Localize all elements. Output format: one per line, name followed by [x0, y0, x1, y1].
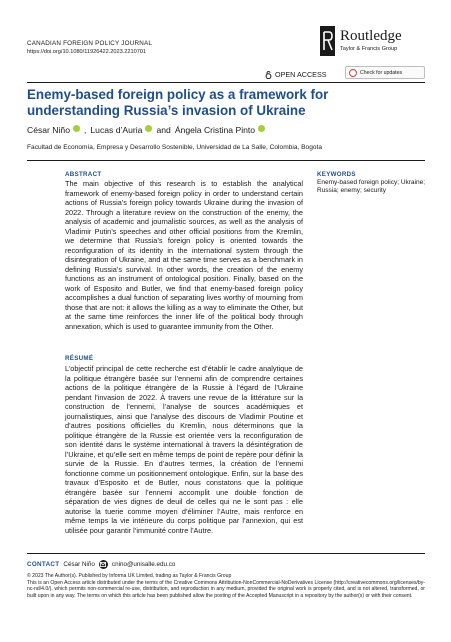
keywords-heading: KEYWORDS [317, 171, 356, 178]
publisher-subtitle: Taylor & Francis Group [340, 46, 398, 52]
copyright-notice [27, 573, 425, 599]
copyright-line: © 2023 The Author(s). Published by Informa UK Limited, trading as Taylor & Francis Group [27, 573, 232, 579]
journal-name: CANADIAN FOREIGN POLICY JOURNAL [27, 40, 153, 47]
doi-link[interactable]: https://doi.org/10.1080/11926422.2023.2210701 [27, 49, 147, 55]
orcid-icon[interactable] [258, 125, 265, 132]
author-name[interactable]: Lucas d’Auria [90, 125, 143, 135]
footer-divider [27, 553, 425, 554]
author-list: César Niño , Lucas d’Auria and Ángela Cristina Pinto [27, 125, 425, 135]
contact-line [27, 560, 175, 569]
check-updates-label: Check for updates [360, 69, 403, 76]
publisher-mark-icon [320, 26, 335, 56]
keywords-text: Enemy-based foreign policy; Ukraine; Russia; enemy; security [317, 179, 426, 195]
section-divider [27, 160, 425, 161]
abstract-heading: ABSTRACT [65, 171, 102, 178]
publisher-logo [320, 26, 430, 60]
contact-name: César Niño [63, 561, 95, 568]
orcid-icon[interactable] [145, 125, 152, 132]
open-access-badge [265, 70, 327, 79]
orcid-icon[interactable] [73, 125, 80, 132]
abstract-text: The main objective of this research is to establish the analytical framework of enemy-based foreign policy in order to understand certain actions of Russia’s foreign policy towards Ukraine during the invasion of 2022. Through a literature review on the construction of the enemy, the analysis of academic and journalistic sources, as well as the analysis of Vladimir Putin’s speeches and other official positions from the Kremlin, we determine that Russia’s foreign policy is oriented towards the reconfiguration of its identity in the international system through the disintegration of Ukraine, and at the same time serves as a benchmark in defining Russia’s survival. In other words, the creation of the enemy functions as an instrument of ontological position. Finally, based on the work of Esposito and Butler, we find that enemy-based foreign policy accomplishes a dual function of separating lives worthy of mourning from those that are not: it allows the killing as a way to eliminate the Other, but at the same time reinforces the inner life of the political body through annexation, which is used to guarantee immunity from the Other. [65, 179, 303, 331]
check-updates-button[interactable] [345, 66, 425, 79]
crossmark-icon [349, 69, 357, 77]
email-icon [99, 560, 108, 569]
header-divider [27, 82, 425, 83]
author-name[interactable]: César Niño [27, 125, 70, 135]
open-access-label: OPEN ACCESS [275, 70, 327, 79]
author-name[interactable]: Ángela Cristina Pinto [174, 125, 256, 135]
open-access-icon [265, 71, 272, 79]
resume-heading: RÉSUMÉ [65, 355, 94, 362]
article-title: Enemy-based foreign policy as a framework for understanding Russia’s invasion of Ukraine [27, 87, 329, 118]
publisher-name: Routledge [340, 28, 402, 44]
author-conjunction: and [156, 125, 171, 135]
affiliation: Facultad de Economía, Empresa y Desarrollo Sostenible, Universidad de La Salle, Colombia, Bogota [27, 144, 323, 151]
contact-email[interactable]: cnino@unisalle.edu.co [111, 561, 176, 568]
license-text: This is an Open Access article distributed under the terms of the Creative Commons Attribution-NonCommercial-NoDerivatives License (http://creativecommons.org/licenses/by-nc-nd/4.0/), which permits non-commercial re-use, distribution, and reproduction in any medium, provided the original work is properly cited, and is not altered, transformed, or built upon in any way. The terms on which this article has been published allow the posting of the Accepted Manuscript in a repository by the author(s) or with their consent. [27, 579, 425, 599]
contact-heading: CONTACT [27, 561, 60, 568]
resume-text: L’objectif principal de cette recherche est d’établir le cadre analytique de la politique étrangère basée sur l’ennemi afin de comprendre certaines actions de la politique étrangère de la Russie à l’égard de l’Ukraine pendant l’invasion de 2022. À travers une revue de la littérature sur la construction de l’ennemi, l’analyse de sources académiques et journalistiques, ainsi que l’analyse des discours de Vladimir Poutine et d’autres positions officielles du Kremlin, nous déterminons que la politique étrangère de la Russie est orientée vers la reconfiguration de son identité dans le système international à travers la désintégration de l’Ukraine, et qu’elle sert en même temps de point de repère pour définir la survie de la Russie. En d’autres termes, la création de l’ennemi fonctionne comme un positionnement ontologique. Enfin, sur la base des travaux d’Esposito et de Butler, nous constatons que la politique étrangère basée sur l’ennemi accomplit une double fonction de séparation de vies dignes de deuil de celles qui ne le sont pas : elle autorise la tuerie comme moyen d’éliminer l’Autre, mais renforce en même temps la vie intérieure du corps politique par l’annexion, qui est utilisée pour garantir l’immunité contre l’Autre. [65, 364, 303, 535]
